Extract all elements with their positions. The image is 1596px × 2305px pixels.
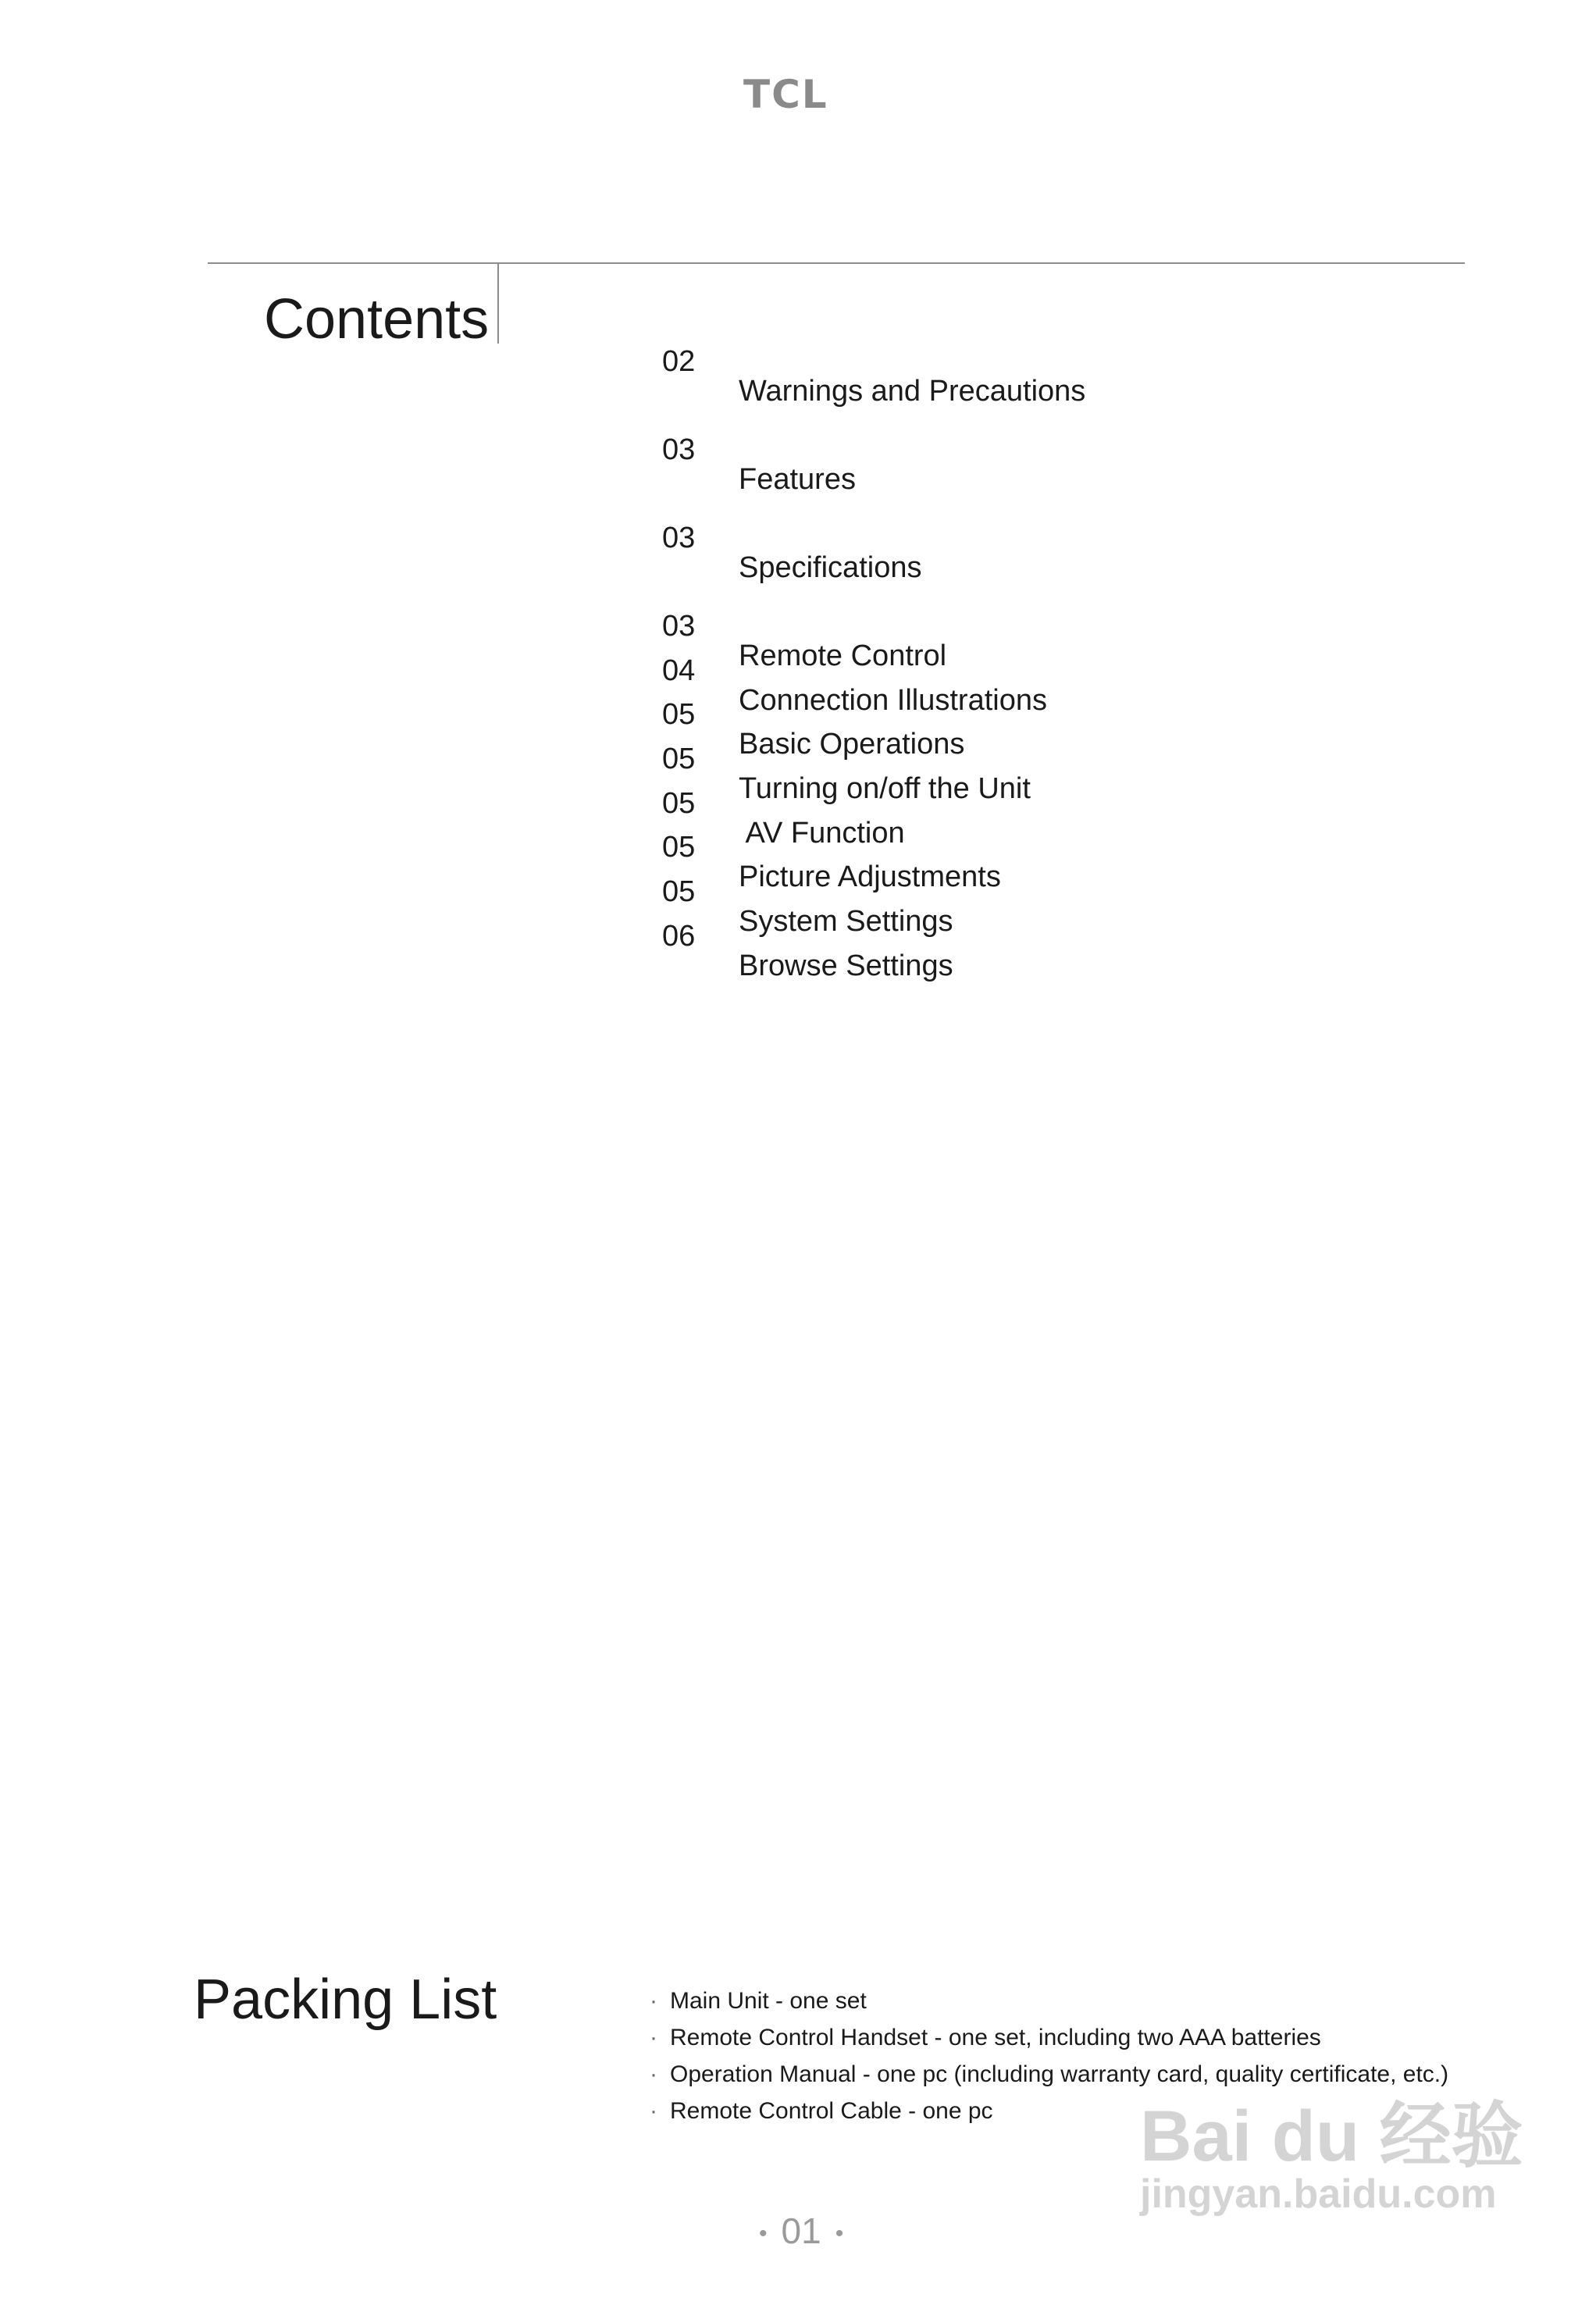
toc-page-number: 06 — [662, 920, 696, 953]
list-item-text: Main Unit - one set — [670, 1988, 867, 2014]
toc-label: Browse Settings — [739, 949, 953, 982]
dot-icon: • — [835, 2220, 844, 2246]
watermark-url: jingyan.baidu.com — [1140, 2171, 1497, 2217]
toc-label: Remote Control — [739, 639, 947, 672]
list-item-text: Remote Control Handset - one set, including two AAA batteries — [670, 2025, 1321, 2050]
page-number-footer — [745, 2210, 857, 2252]
toc-page-number: 05 — [662, 875, 696, 908]
title-divider — [497, 264, 499, 344]
toc-page-number: 05 — [662, 698, 696, 731]
toc-page-number: 05 — [662, 787, 696, 820]
top-divider — [208, 262, 1465, 264]
bullet-icon: · — [650, 2061, 657, 2087]
toc-page-number: 03 — [662, 433, 696, 466]
contents-title: Contents — [264, 288, 490, 351]
watermark-logo-text: Bai du 经验 — [1140, 2097, 1523, 2176]
bullet-icon: · — [650, 2098, 657, 2124]
toc-label: Picture Adjustments — [739, 860, 1001, 893]
dot-icon: • — [759, 2220, 768, 2246]
packing-list-title: Packing List — [194, 1968, 497, 2031]
page-number: 01 — [781, 2211, 821, 2251]
list-item-text: Remote Control Cable - one pc — [670, 2098, 993, 2124]
toc-label: Warnings and Precautions — [739, 375, 1086, 408]
toc-page-number: 05 — [662, 743, 696, 775]
toc-label: Connection Illustrations — [739, 684, 1047, 717]
list-item-text: Operation Manual - one pc (including warranty card, quality certificate, etc.) — [670, 2061, 1449, 2087]
tcl-logo: TCL — [743, 72, 828, 117]
bullet-icon: · — [650, 2025, 657, 2050]
toc-label: Features — [739, 463, 856, 496]
baidu-watermark — [1140, 2097, 1523, 2217]
toc-label: AV Function — [739, 817, 905, 850]
toc-label: System Settings — [739, 905, 953, 938]
toc-page-number: 03 — [662, 610, 696, 643]
toc-label: Turning on/off the Unit — [739, 772, 1031, 805]
toc-page-number: 04 — [662, 654, 696, 687]
toc-label: Basic Operations — [739, 728, 965, 761]
toc-page-number: 03 — [662, 522, 696, 554]
toc-label: Specifications — [739, 551, 922, 584]
bullet-icon: · — [650, 1988, 657, 2014]
toc-page-number: 02 — [662, 345, 696, 378]
toc-page-number: 05 — [662, 831, 696, 864]
